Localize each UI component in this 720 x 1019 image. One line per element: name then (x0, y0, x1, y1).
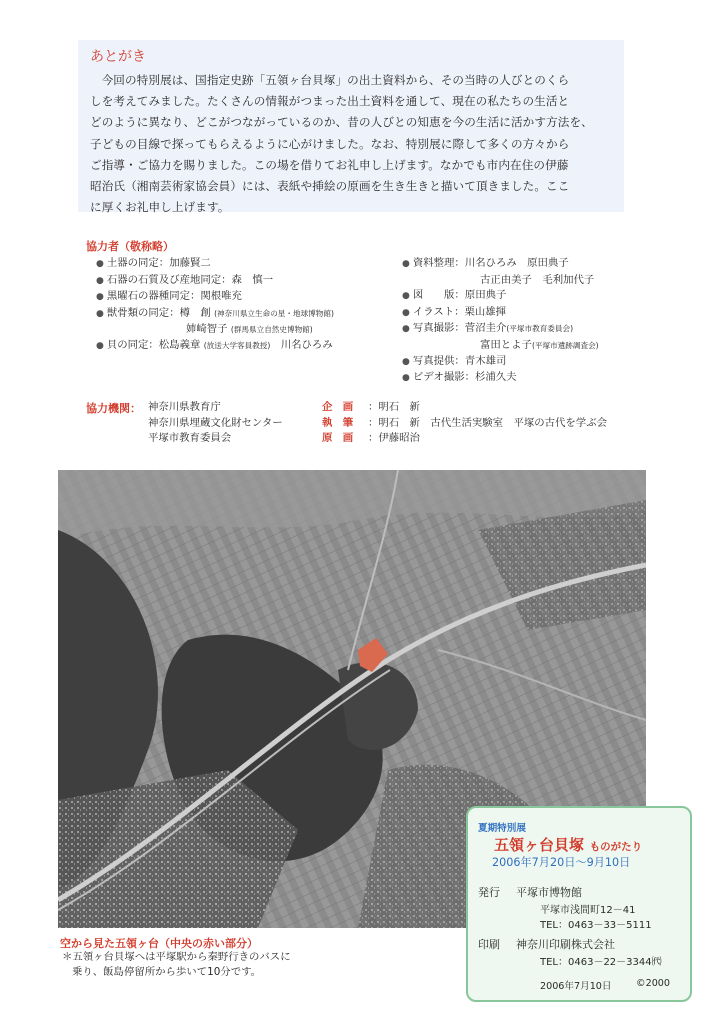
bullet-icon: ● (402, 291, 410, 302)
bullet-icon: ● (402, 259, 410, 269)
photo-caption-body (62, 950, 291, 980)
publisher-label: 発行 (478, 886, 500, 899)
bullet-icon: ● (96, 275, 104, 286)
afterword-line: に厚くお礼申し上げます。 (90, 200, 230, 215)
printer-name: 神奈川印刷株式会社 (516, 938, 615, 951)
organization-item: 平塚市教育委員会 (148, 432, 232, 445)
contributor-item: 富田とよ子(平塚市遺跡調査会) (480, 338, 599, 351)
organizations-title: 協力機関： (86, 402, 141, 415)
contributor-item: ● 写真撮影：菅沼圭介(平塚市教育委員会) (402, 322, 574, 335)
bullet-icon: ● (96, 340, 104, 351)
bullet-icon: ● (96, 292, 104, 303)
bullet-icon: ● (402, 324, 410, 335)
organization-item: 神奈川県教育庁 (148, 401, 221, 413)
afterword-box (78, 40, 624, 215)
publisher-name: 平塚市博物館 (516, 886, 582, 899)
afterword-text (90, 70, 614, 218)
contributor-item: ● イラスト：栗山雄揮 (402, 305, 507, 318)
contributor-item: ● 写真提供：青木雄司 (402, 354, 507, 367)
contributor-item: ● 図 版：原田典子 (402, 289, 507, 302)
publisher-address: 平塚市浅間町12－41 (540, 905, 636, 916)
bullet-icon: ● (402, 356, 410, 367)
contributor-item: ● 黒曜石の器種同定：関根唯充 (96, 290, 242, 303)
afterword-line: 昭治氏（湘南芸術家協会員）には、表紙や挿絵の原画を生き生きと描いて頂きました。ここ (90, 179, 570, 194)
credits-list (322, 400, 607, 447)
exhibition-title: 五領ヶ台貝塚 ものがたり (494, 836, 643, 854)
copyright: ©2000 (636, 978, 671, 989)
contributors-right-list (402, 256, 599, 387)
organization-item: 神奈川県埋蔵文化財センター (148, 416, 283, 429)
contributor-item: ● 石器の石質及び産地同定：森 慎一 (96, 273, 274, 286)
bullet-icon: ● (96, 259, 104, 269)
bullet-icon: ● (402, 373, 410, 384)
afterword-line: ご指導・ご協力を賜りました。この場を借りてお礼申し上げます。なかでも市内在住の伊藤 (90, 157, 569, 172)
caption-line: 乗り、飯島停留所から歩いて10分です。 (72, 966, 262, 978)
credit-item: 企 画 ：明石 新 (322, 401, 420, 413)
caption-line: ＊五領ヶ台貝塚へは平塚駅から秦野行きのバスに (62, 951, 291, 963)
credit-item: 執 筆 ：明石 新 古代生活実験室 平塚の古代を学ぶ会 (322, 416, 607, 429)
contributor-item: ● 貝の同定：松島義章 (放送大学客員教授) 川名ひろみ (96, 338, 333, 351)
contributor-item: ● ビデオ撮影：杉浦久夫 (402, 371, 517, 384)
contributor-item: ● 獣骨類の同定：樽 創 (神奈川県立生命の星・地球博物館) (96, 306, 334, 319)
organizations-list (148, 400, 283, 447)
exhibition-info-box (466, 806, 692, 1002)
contributor-item: ● 資料整理：川名ひろみ 原田典子 (402, 257, 569, 269)
photo-caption-title: 空から見た五領ヶ台（中央の赤い部分） (60, 937, 258, 950)
bullet-icon: ● (96, 308, 104, 319)
publication-date: 2006年7月10日 (540, 981, 612, 992)
afterword-line: しを考えてみました。たくさんの情報がつまった出土資料を通して、現在の私たちの生活と (90, 94, 570, 109)
publisher-tel: TEL：0463－33－5111 (540, 920, 652, 931)
exhibition-label: 夏期特別展 (478, 823, 526, 834)
printer-label: 印刷 (478, 938, 500, 951)
contributor-item: ● 土器の同定：加藤賢二 (96, 257, 211, 269)
bullet-icon: ● (402, 307, 410, 318)
afterword-line: 今回の特別展は、国指定史跡「五領ヶ台貝塚」の出土資料から、その当時の人びとのくら (101, 73, 570, 87)
contributor-item: 姉崎智子 (群馬県立自然史博物館) (186, 323, 313, 336)
exhibition-dates: 2006年7月20日～9月10日 (492, 856, 631, 869)
contributors-left-list (96, 256, 334, 355)
afterword-line: 子どもの目線で探ってもらえるように心がけました。なお、特別展に際して多くの方々から (90, 136, 570, 151)
afterword-line: どのように異なり、どこがつながっているのか、昔の人びとの知恵を今の生活に活かす方法を、 (90, 115, 593, 130)
contributors-title: 協力者（敬称略） (86, 240, 174, 253)
contributor-item: 古正由美子 毛利加代子 (480, 273, 595, 286)
afterword-heading: あとがき (90, 49, 146, 65)
credit-item: 原 画 ：伊藤昭治 (322, 432, 420, 445)
printer-tel: TEL：0463－22－3344㈹ (540, 957, 662, 968)
